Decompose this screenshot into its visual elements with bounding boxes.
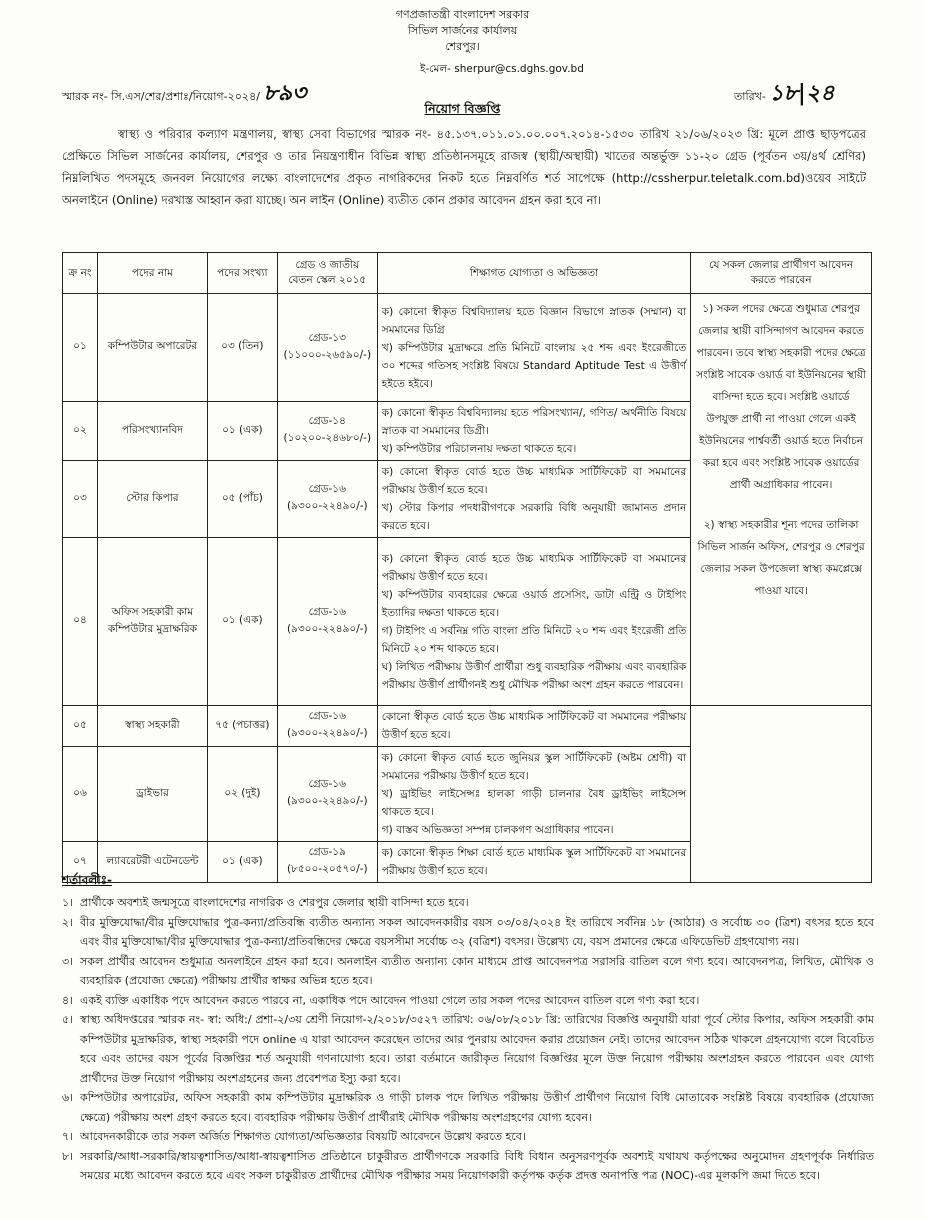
cell-serial: ০৩	[63, 461, 98, 538]
condition-number: ৪।	[62, 993, 74, 1007]
qualification-item: গ) টাইপিং এ সর্বনিম্ন গতি বাংলা প্রতি মিনিটে ২০ শব্দ এবং ইংরেজী প্রতি মিনিটে ২০ শব্দ থাকতে হবে।	[381, 624, 687, 655]
qualification-item: ঘ) লিখিত পরীক্ষায় উত্তীর্ণ প্রার্থীরা শুধু ব্যবহারিক পরীক্ষায় এবং ব্যবহারিক পরীক্ষায় উত্তীর্ণ প্রার্থীগনই শুধু মৌখিক পরীক্ষা অংশ গ্রহন করতে পারবেন।	[381, 660, 687, 691]
condition-item	[62, 1147, 874, 1186]
qualification-item: ক) কোনো স্বীকৃত বিশ্ববিদ্যালয় হতে বিজ্ঞান বিভাগে স্নাতক (সম্মান) বা সমমানের ডিগ্রি	[381, 305, 687, 336]
scale-text: (৮৫০০-২০৫৭০/-)	[286, 863, 368, 875]
scale-text: (১১০০০-২৬৫৯০/-)	[283, 348, 372, 361]
qualification-item: ক) কোনো স্বীকৃত বোর্ড হতে উচ্চ মাধ্যমিক সার্টিফিকেট বা সমমানের পরীক্ষায় উত্তীর্ণ হতে হবে।	[381, 552, 687, 583]
qualification-item: খ) কম্পিউটার পরিচালনায় দক্ষতা থাকতে হবে।	[381, 443, 577, 455]
condition-number: ৮।	[62, 1149, 74, 1163]
condition-item	[62, 952, 874, 991]
condition-number: ৭।	[62, 1130, 74, 1143]
cell-post: স্টোর কিপার	[97, 461, 207, 538]
col-header-count: পদের সংখ্যা	[207, 253, 277, 294]
cell-qualification	[377, 538, 690, 706]
cell-count: ৭৫ (পচাত্তর)	[207, 706, 277, 747]
col-header-serial: ক্র নং	[63, 253, 98, 294]
cell-serial: ০৪	[63, 538, 98, 706]
condition-number: ৫।	[62, 1013, 74, 1026]
handwritten-memo-no: ৮৯৩	[263, 80, 307, 106]
cell-count: ০২ (দুই)	[207, 747, 277, 842]
qualification-item: ক) কোনো স্বীকৃত শিক্ষা বোর্ড হতে মাধ্যমিক স্কুল সার্টিফিকেট বা সমমানের পরীক্ষায় উত্তীর্ণ হতে হবে।	[381, 847, 687, 877]
cell-qualification	[377, 842, 690, 883]
cell-grade	[277, 538, 377, 706]
scale-text: (৯৩০০-২২৪৯০/-)	[286, 727, 368, 739]
cell-count: ০৩ (তিন)	[207, 294, 277, 402]
qualification-item: ক) কোনো স্বীকৃত বিশ্ববিদ্যালয় হতে পরিসংখ্যান/, গণিত/ অর্থনীতি বিষয়ে স্নাতক বা সমমানের ডিগ্রী।	[381, 407, 687, 437]
grade-text: গ্রেড-১৬	[308, 605, 346, 618]
col-header-qualification: শিক্ষাগত যোগ্যতা ও অভিজ্ঞতা	[377, 253, 690, 294]
cell-count: ০১ (এক)	[207, 538, 277, 706]
condition-number: ৬।	[62, 1091, 74, 1104]
header-line-3: শেরপুর।	[445, 40, 480, 53]
scale-text: (৯৩০০-২২৪৯০/-)	[286, 500, 368, 512]
scale-text: (৯৩০০-২২৪৯০/-)	[286, 795, 368, 807]
cell-serial: ০১	[63, 294, 98, 402]
cell-post: কম্পিউটার অপারেটর	[97, 294, 207, 402]
condition-number: ৩।	[62, 954, 74, 968]
condition-text: সকল প্রার্থীর আবেদন শুধুমাত্র অনলাইনে গ্রহন করা হবে। অনলাইন ব্যতীত অন্যান্য কোন মাধ্যমে প্রাপ্ত আবেদনপত্র সরাসরি বাতিল বলে গণ্য হবে। আবেদনপত্র, লিখিত, মৌখিক ও ব্যবহারিক (প্রযোজ্য ক্ষেত্রে) পরীক্ষায় প্রার্থীর স্বাক্ষর অভিন্ন হতে হবে।	[80, 954, 874, 987]
cell-grade	[277, 461, 377, 538]
header-email: ই-মেল- sherpur@cs.dghs.gov.bd	[420, 63, 584, 75]
side-note: ২) স্বাস্থ্য সহকারীর শূন্য পদের তালিকা সিভিল সার্জন অফিস, শেরপুর ও শেরপুর জেলার সকল উপজেলা স্বাস্থ্য কমপ্লেক্সে পাওয়া যাবে।	[697, 519, 865, 597]
qualification-item: গ) বাস্তব অভিজ্ঞতা সম্পন্ন চালকগণ অগ্রাধিকার পাবেন।	[381, 824, 614, 836]
handwritten-date: ১৮|২৪	[769, 80, 835, 106]
cell-qualification	[377, 402, 690, 461]
vacancy-table	[62, 252, 872, 883]
condition-item	[62, 991, 874, 1011]
condition-text: আবেদনকারীকে তার সকল অর্জিত শিক্ষাগত যোগ্যতা/অভিজ্ঞতার বিষয়টি আবেদনে উল্লেখ করতে হবে।	[80, 1130, 526, 1143]
condition-item	[62, 1127, 874, 1147]
cell-qualification	[377, 461, 690, 538]
table-row	[63, 706, 872, 747]
cell-grade	[277, 747, 377, 842]
condition-text: স্বাস্থ্য অধিদপ্তরের স্মারক নং- স্বা: অধি:/ প্রশা-২/৩য় শ্রেণী নিয়োগ-২/২০১৮/৩৫২৭ তারিখ: ০৬/০৮/২০১৮ খ্রি: তারিখের বিজ্ঞপ্তি অনুযায়ী যারা পূর্বে স্টোর কিপার, অফিস সহকারী কাম কম্পিউটার মুদ্রাক্ষরিক, স্বাস্থ্য সহকারী পদে online এ যারা আবেদন করেছেন তাদের আর পুনরায় আবেদন করার প্রয়োজন নেই। তাদের আবেদন সঠিক থাকলে গ্রহনযোগ্য বলে বিবেচিত হবে এবং তাদের বয়স পূর্বের বিজ্ঞপ্তির শর্ত অনুযায়ী গণনাযোগ্য হবে। তারা বর্তমানে জারীকৃত নিয়োগ বিজ্ঞপ্তির মূলে উক্ত নিয়োগ পরীক্ষায় অংশগ্রহন করতে পারবেন এবং যোগ্য প্রার্থীদের উক্ত নিয়োগ পরীক্ষায় অংশগ্রহনের জন্য প্রবেশপত্র ইস্যু করা হবে।	[80, 1013, 874, 1085]
condition-text: প্রার্থীকে অবশ্যই জন্মসূত্রে বাংলাদেশের নাগরিক ও শেরপুর জেলার স্থায়ী বাসিন্দা হতে হবে।	[80, 896, 469, 909]
condition-text: সরকারি/আধা-সরকারি/স্বায়ত্বশাসিত/আধা-স্বায়ত্বশাসিত প্রতিষ্ঠানে চাকুরীরত প্রার্থীগণকে সরকারি বিধি বিধান অনুসরণপূর্বক অবশ্যই যথাযথ কর্তৃপক্ষের অনুমোদন গ্রহণপূর্বক নির্ধারিত সময়ের মধ্যে আবেদন করতে হবে এবং সকল চাকুরীরত প্রার্থীদের মৌখিক পরীক্ষার সময় নিয়োগকারী কর্তৃপক্ষ কর্তৃক প্রদত্ত অনাপত্তি পত্র (NOC)-এর মূলকপি জমা দিতে হবে।	[80, 1149, 874, 1182]
cell-serial: ০৫	[63, 706, 98, 747]
date-label: তারিখ-	[734, 90, 766, 103]
cell-post: ল্যাবরেটরী এটেনডেন্ট	[97, 842, 207, 883]
cell-post: ড্রাইভার	[97, 747, 207, 842]
condition-item	[62, 1010, 874, 1088]
cell-grade	[277, 706, 377, 747]
memo-label: স্মারক নং- সি.এস/শের/প্রশাঃ/নিয়োগ-২০২৪/	[62, 90, 260, 103]
cell-serial: ০২	[63, 402, 98, 461]
cell-eligible-districts	[691, 294, 872, 706]
cell-qualification	[377, 294, 690, 402]
intro-paragraph: স্বাস্থ্য ও পরিবার কল্যাণ মন্ত্রণালয়, স্বাস্থ্য সেবা বিভাগের স্মারক নং- ৪৫.১৩৭.০১১.০১.০০.০০৭.২০১৪-১৫৩০ তারিখ ২১/০৬/২০২৩ খ্রি: মূলে প্রাপ্ত ছাড়পত্রের প্রেক্ষিতে সিভিল সার্জনের কার্যালয়, শেরপুর ও তার নিয়ন্ত্রণাধীন বিভিন্ন স্বাস্থ্য প্রতিষ্ঠানসমূহে রাজস্ব (স্থায়ী/অস্থায়ী) খাতের অন্তর্ভুক্ত ১১-২০ গ্রেড (পূর্বতন ৩য়/৪র্থ শ্রেণির) নিম্নলিখিত পদসমূহে জনবল নিয়োগের লক্ষ্যে বাংলাদেশের প্রকৃত নাগরিকদের নিকট হতে নিম্নবর্ণিত শর্ত সাপেক্ষে (http://cssherpur.teletalk.com.bd)ওয়েব সাইটে অনলাইনে (Online) দরখাস্ত আহ্বান করা যাচ্ছে। অন লাইন (Online) ব্যতীত কোন প্রকার আবেদন গ্রহন করা হবে না।	[62, 127, 866, 207]
condition-item	[62, 913, 874, 952]
scale-text: (৯৩০০-২২৪৯০/-)	[286, 622, 368, 635]
cell-post: অফিস সহকারী কাম কম্পিউটার মুদ্রাক্ষরিক	[97, 538, 207, 706]
col-header-districts: যে সকল জেলার প্রার্থীগণ আবেদন করতে পারবেন	[691, 253, 872, 294]
cell-eligible-districts-empty	[691, 706, 872, 883]
cell-post: স্বাস্থ্য সহকারী	[97, 706, 207, 747]
scale-text: (১০২০০-২৪৬৮০/-)	[283, 432, 372, 444]
cell-post: পরিসংখ্যানবিদ	[97, 402, 207, 461]
qualification-item: ক) কোনো স্বীকৃত বোর্ড হতে উচ্চ মাধ্যমিক সার্টিফিকেট বা সমমানের পরীক্ষায় উত্তীর্ণ হতে হবে।	[381, 466, 687, 496]
qualification-item: কোনো স্বীকৃত বোর্ড হতে উচ্চ মাধ্যমিক সার্টিফিকেট বা সমমানের পরীক্ষায় উত্তীর্ণ হতে হবে।	[381, 711, 687, 741]
cell-qualification	[377, 747, 690, 842]
condition-text: একই ব্যক্তি একাধিক পদে আবেদন করতে পারবে না, একাধিক পদে আবেদন পাওয়া গেলে তার সকল পদের আবেদন বাতিল বলে গণ্য করা হবে।	[80, 993, 700, 1007]
header-line-2: সিভিল সার্জনের কার্যালয়	[407, 24, 518, 37]
cell-count: ০৫ (পাঁচ)	[207, 461, 277, 538]
side-note: ১) সকল পদের ক্ষেত্রে শুধুমাত্র শেরপুর জেলার স্থায়ী বাসিন্দাগণ আবেদন করতে পারবেন। তবে স্বাস্থ্য সহকারী পদের ক্ষেত্রে সংশ্লিষ্ট সাবেক ওয়ার্ড বা ইউনিয়নের স্থায়ী বাসিন্দা হতে হবে। সংশ্লিষ্ট ওয়ার্ডে উপযুক্ত প্রার্থী না পাওয়া গেলে একই ইউনিয়নের পার্শ্ববর্তী ওয়ার্ড হতে নির্বাচন করা হবে এবং সংশ্লিষ্ট সাবেক ওয়ার্ডের প্রার্থী অগ্রাধিকার পাবেন।	[696, 303, 867, 491]
cell-qualification	[377, 706, 690, 747]
qualification-item: খ) কম্পিউটার ব্যবহারের ক্ষেত্রে ওয়ার্ড প্রসেসিং, ডাটা এন্ট্রি ও টাইপিং ইত্যাদির দক্ষতা থাকতে হবে।	[381, 588, 687, 619]
cell-count: ০১ (এক)	[207, 842, 277, 883]
cell-grade	[277, 842, 377, 883]
cell-grade	[277, 294, 377, 402]
table-header-row	[63, 253, 872, 294]
grade-text: গ্রেড-১৪	[308, 415, 346, 427]
grade-text: গ্রেড-১৯	[308, 846, 346, 858]
qualification-item: খ) ড্রাইভিং লাইসেন্সঃ হালকা গাড়ী চালনার বৈধ ড্রাইভিং লাইসেন্স থাকতে হবে।	[381, 788, 687, 818]
grade-text: গ্রেড-১৬	[308, 778, 346, 790]
conditions-title: শর্তাবলীঃ-	[62, 873, 113, 887]
condition-number: ২।	[62, 915, 74, 929]
cell-serial: ০৬	[63, 747, 98, 842]
qualification-item: ক) কোনো স্বীকৃত বোর্ড হতে জুনিয়র স্কুল সার্টিফিকেট (অষ্টম শ্রেণী) বা সমমানের পরীক্ষায় উত্তীর্ণ হতে হবে।	[381, 752, 687, 782]
condition-text: বীর মুক্তিযোদ্ধা/বীর মুক্তিযোদ্ধার পুত্র-কন্যা/প্রতিবন্ধি ব্যতীত অন্যান্য সকল আবেদনকারীর বয়স ০৩/০৪/২০২৪ ইং তারিখে সর্বনিম্ন ১৮ (আঠার) ও সর্বোচ্চ ৩০ (ত্রিশ) বৎসর হতে হবে এবং বীর মুক্তিযোদ্ধা/বীর মুক্তিযোদ্ধার পুত্র-কন্যা/প্রতিবন্ধিদের ক্ষেত্রে বয়সসীমা সর্বোচ্চ ৩২ (বত্রিশ) বৎসর। উল্লেখ্য যে, বয়স প্রমানের ক্ষেত্রে এফিডেভিট গ্রহণযোগ্য নয়।	[80, 915, 874, 948]
col-header-post: পদের নাম	[97, 253, 207, 294]
header-line-1: গণপ্রজাতন্ত্রী বাংলাদেশ সরকার	[395, 8, 530, 21]
col-header-grade: গ্রেড ও জাতীয় বেতন স্কেল ২০১৫	[277, 253, 377, 294]
grade-text: গ্রেড-১৬	[308, 483, 346, 495]
page-title: নিয়োগ বিজ্ঞপ্তি	[424, 101, 501, 116]
table-row	[63, 294, 872, 402]
grade-text: গ্রেড-১৬	[308, 710, 346, 722]
cell-count: ০১ (এক)	[207, 402, 277, 461]
qualification-item: খ) কম্পিউটার মুদ্রাক্ষরে প্রতি মিনিটে বাংলায় ২৫ শব্দ এবং ইংরেজীতে ৩০ শব্দের গতিসহ সংশ্লিষ্ট বিষয়ে Standard Aptitude Test এ উত্তীর্ণ হইতে হইবে।	[381, 341, 687, 390]
qualification-item: খ) স্টোর কিপার পদধারীগণকে সরকারি বিধি অনুযায়ী জামানত প্রদান করতে হবে।	[381, 502, 687, 532]
condition-number: ১।	[62, 896, 74, 909]
condition-text: কম্পিউটার অপারেটর, অফিস সহকারী কাম কম্পিউটার মুদ্রাক্ষরিক ও গাড়ী চালক পদে লিখিত পরীক্ষায় উত্তীর্ণ প্রার্থীগণ নিয়োগ বিধি মোতাবেক সংশ্লিষ্ট বিষয়ে ব্যবহারিক (প্রযোজ্য ক্ষেত্রে) পরীক্ষায় অংশ গ্রহণ করতে হবে। ব্যবহারিক পরীক্ষায় উত্তীর্ণ প্রার্থীরাই মৌখিক পরীক্ষায় অংশগ্রহণের যোগ্য হবেন।	[80, 1091, 874, 1124]
condition-item	[62, 893, 874, 913]
conditions-list	[62, 893, 874, 1186]
cell-serial: ০৭	[63, 842, 98, 883]
grade-text: গ্রেড-১৩	[308, 331, 346, 344]
cell-grade	[277, 402, 377, 461]
condition-item	[62, 1088, 874, 1127]
